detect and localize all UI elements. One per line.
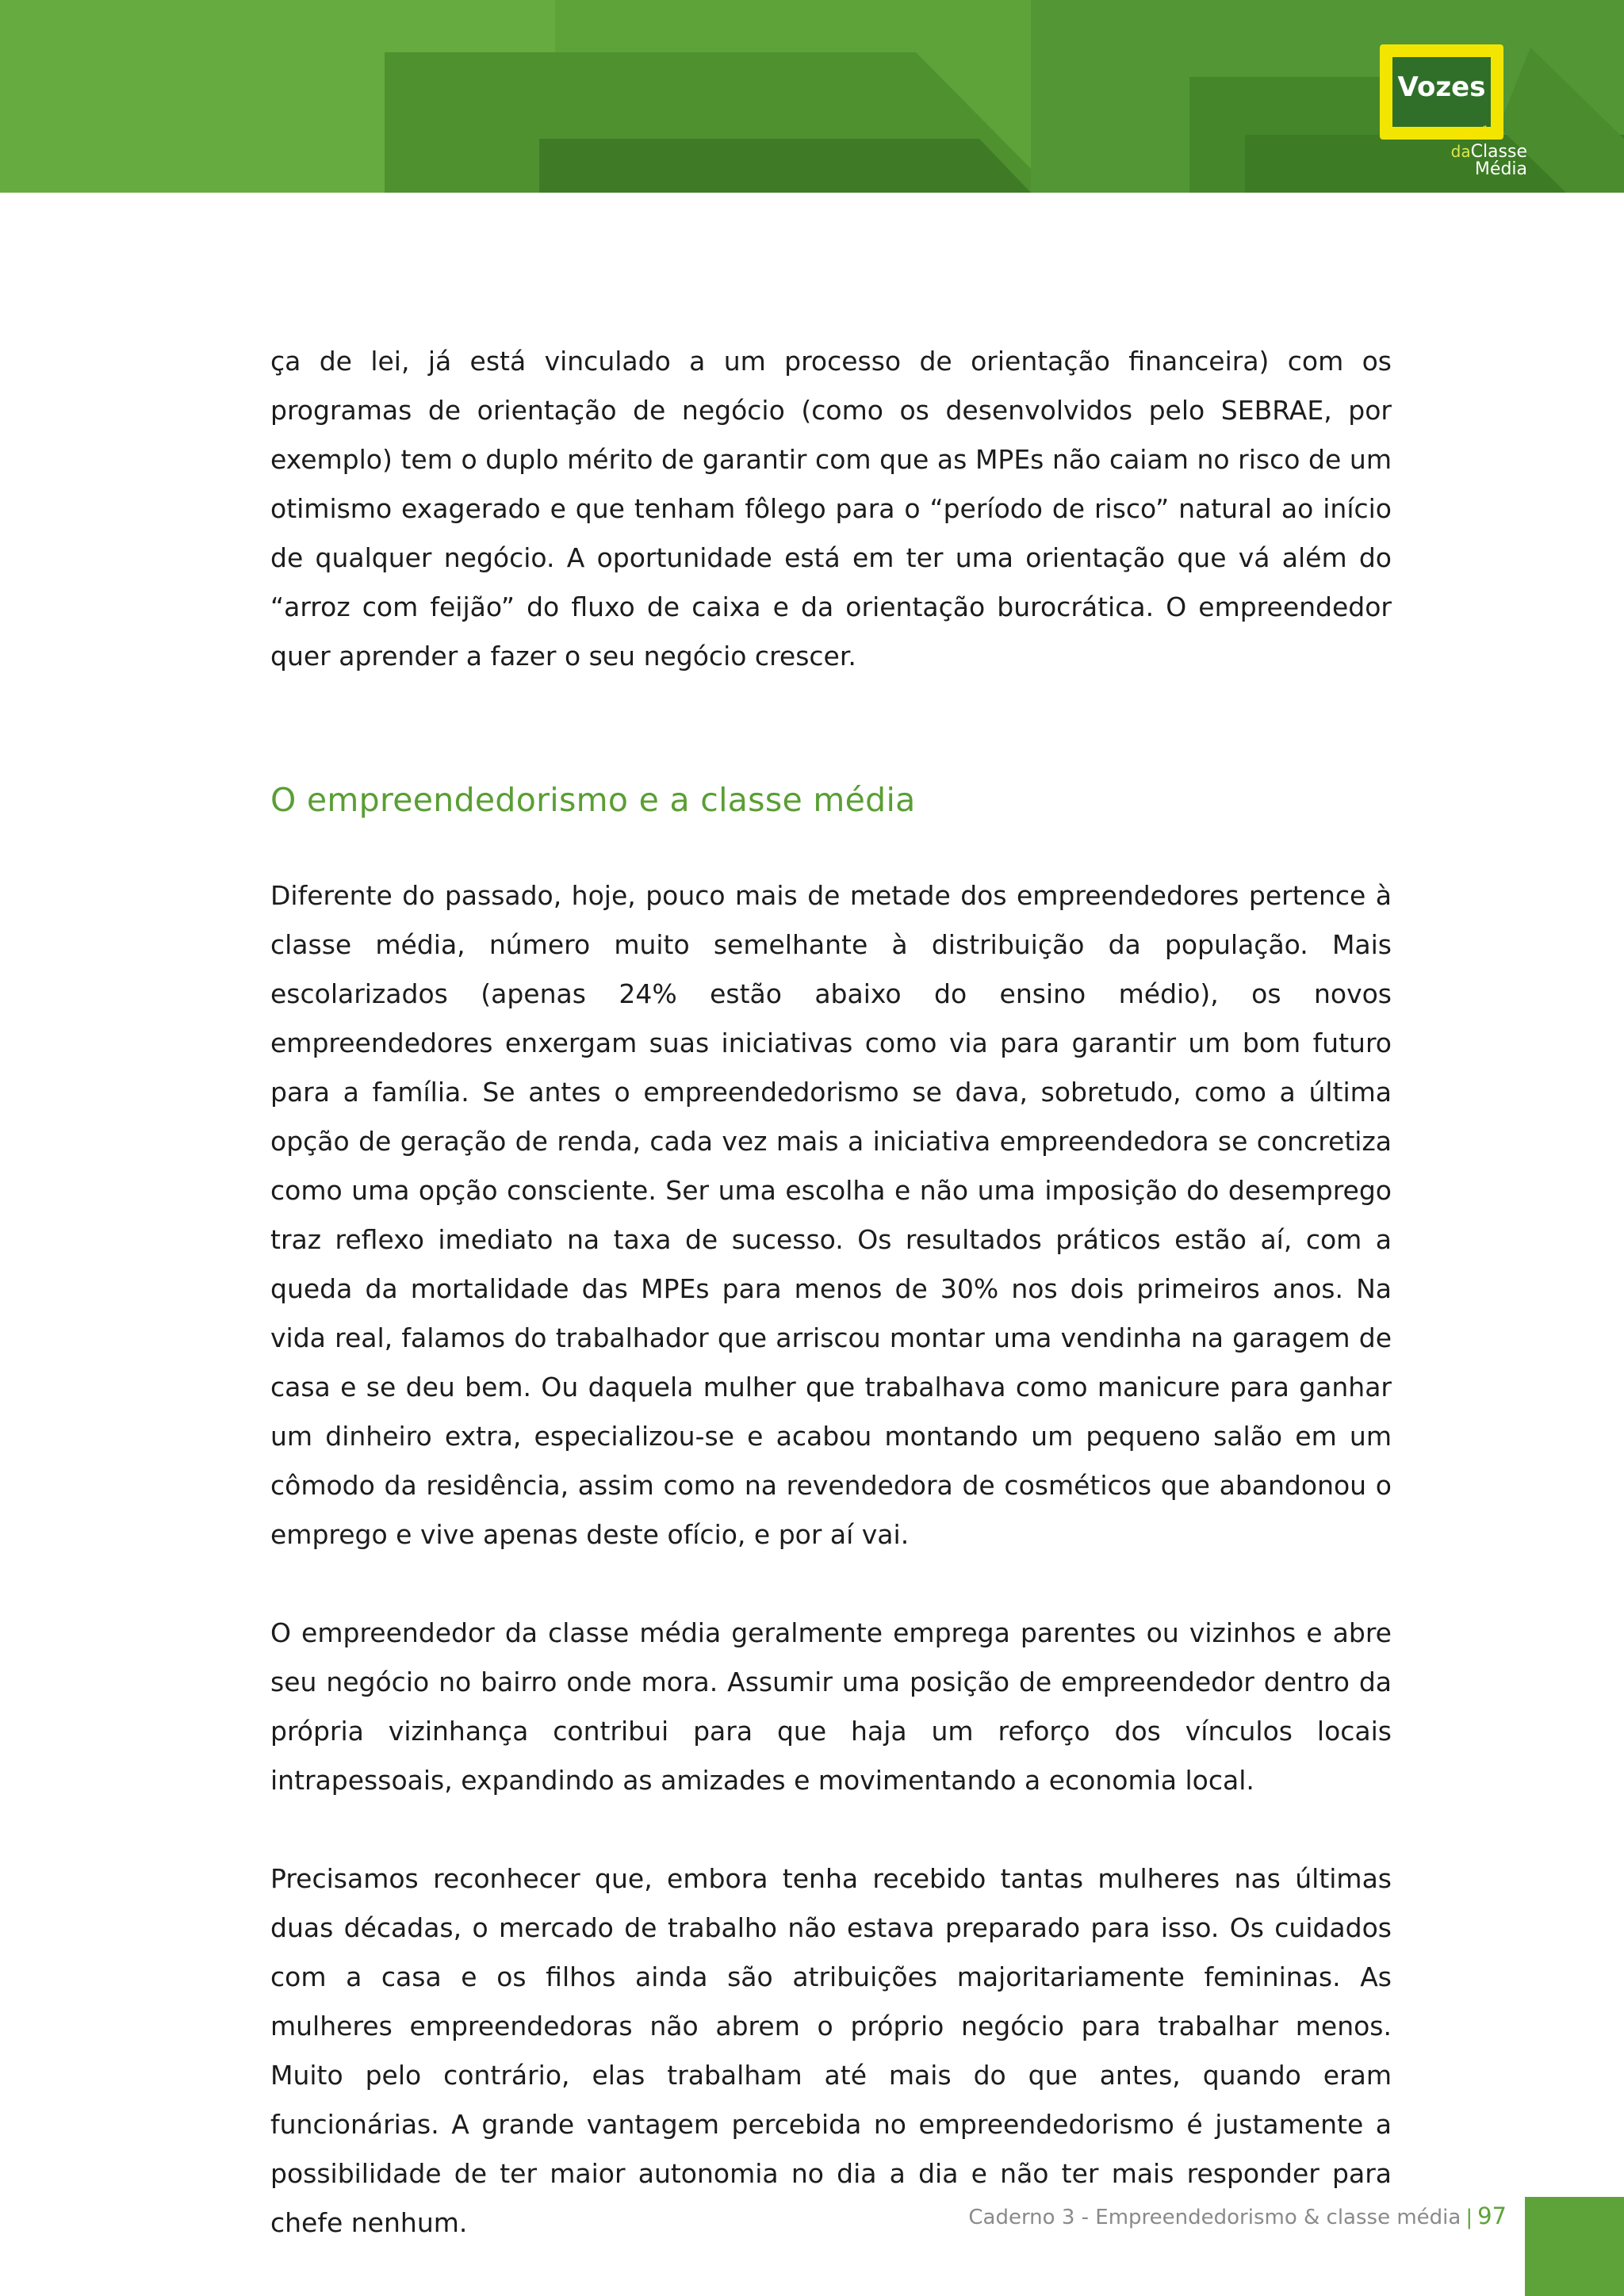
logo-word: Vozes [1397, 71, 1486, 103]
logo-nova: nova [1456, 120, 1490, 143]
logo-subtitle [1424, 143, 1527, 178]
logo-classe: Classe [1470, 142, 1527, 162]
paragraph: Diferente do passado, hoje, pouco mais de metade dos empreendedores pertence à classe média, número muito semelhante à distribuição da população. Mais escolarizados (apenas 24% estão abaixo do ensino médio), os novos empreendedores enxergam suas iniciativas como via para garantir um bom futuro para a família. Se antes o empreendedorismo se dava, sobretudo, como a última opção de geração de renda, cada vez mais a iniciativa empreendedora se concretiza como uma opção consciente. Ser uma escolha e não uma imposição do desemprego traz reflexo imediato na taxa de sucesso. Os resultados práticos estão aí, com a queda da mortalidade das MPEs para menos de 30% nos dois primeiros anos. Na vida real, falamos do trabalhador que arriscou montar uma vendinha na garagem de casa e se deu bem. Ou daquela mulher que trabalhava como manicure para ganhar um dinheiro extra, especializou-se e acabou montando um pequeno salão em um cômodo da residência, assim como na revendedora de cosméticos que abandonou o emprego e vive apenas deste ofício, e por aí vai. [270, 880, 1392, 1550]
article-body [270, 337, 1392, 2248]
logo-da: da [1450, 142, 1471, 161]
footer-separator: | [1465, 2206, 1473, 2229]
page-number: 97 [1477, 2202, 1507, 2229]
paragraph: O empreendedor da classe média geralmente emprega parentes ou vizinhos e abre seu negócio no bairro onde mora. Assumir uma posição de empreendedor dentro da própria vizinhança contribui para que haja um reforço dos vínculos locais intrapessoais, expandindo as amizades e movimentando a economia local. [270, 1617, 1392, 1796]
page-header [0, 0, 1624, 193]
section-title: O empreendedorismo e a classe média [270, 781, 916, 819]
vozes-logo [1380, 44, 1530, 187]
running-title: Caderno 3 - Empreendedorismo & classe média [968, 2206, 1461, 2229]
paragraph: ça de lei, já está vinculado a um processo de orientação financeira) com os programas de orientação de negócio (como os desenvolvidos pelo SEBRAE, por exemplo) tem o duplo mérito de garantir com que as MPEs não caiam no risco de um otimismo exagerado e que tenham fôlego para o “período de risco” natural ao início de qualquer negócio. A oportunidade está em ter uma orientação que vá além do “arroz com feijão” do fluxo de caixa e da orientação burocrática. O empreendedor quer aprender a fazer o seu negócio crescer. [270, 346, 1392, 672]
paragraph: Precisamos reconhecer que, embora tenha recebido tantas mulheres nas últimas duas décadas, o mercado de trabalho não estava preparado para isso. Os cuidados com a casa e os filhos ainda são atribuições majoritariamente femininas. As mulheres empreendedoras não abrem o próprio negócio para trabalhar menos. Muito pelo contrário, elas trabalham até mais do que antes, quando eram funcionárias. A grande vantagem percebida no empreendedorismo é justamente a possibilidade de ter maior autonomia no dia a dia e não ter mais responder para chefe nenhum. [270, 1863, 1392, 2238]
footer-corner-block [1525, 2197, 1624, 2296]
logo-media: Média [1474, 159, 1527, 179]
page-footer [968, 2202, 1507, 2229]
